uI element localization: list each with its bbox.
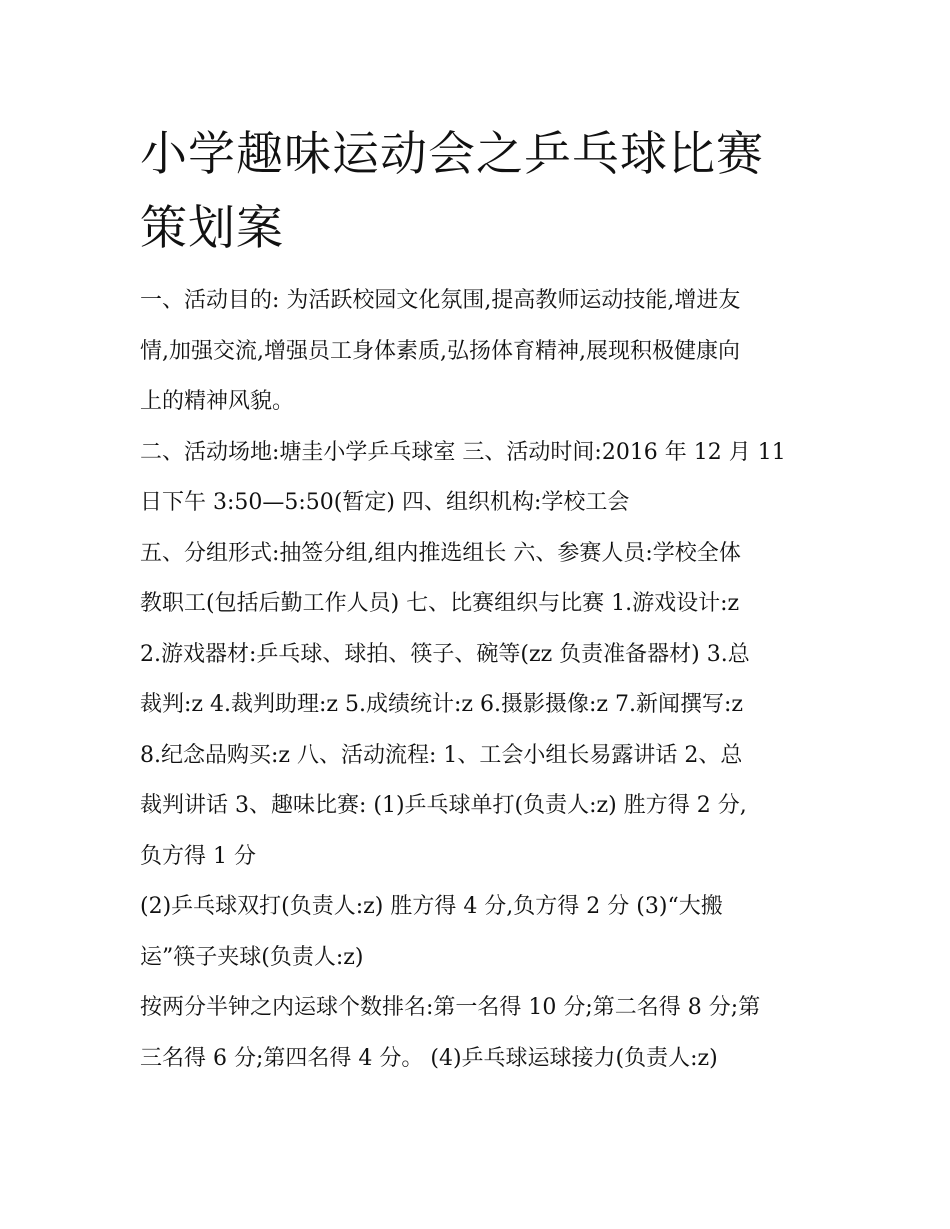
- body-line-2: 情,加强交流,增强员工身体素质,弘扬体育精神,展现积极健康向: [140, 338, 740, 364]
- document-title: [140, 118, 815, 266]
- body-line-1: 一、活动目的: 为活跃校园文化氛围,提高教师运动技能,增进友: [140, 288, 741, 313]
- body-line-3: 上的精神风貌。: [140, 389, 295, 414]
- title-line-2: 策划案: [140, 201, 284, 256]
- body-line-8: 2.游戏器材:乒乓球、球拍、筷子、碗等(zz 负责准备器材) 3.总: [140, 641, 750, 667]
- title-line-1: 小学趣味运动会之乒乓球比赛: [140, 127, 764, 182]
- document-page: [140, 118, 815, 1084]
- body-line-9: 裁判:z 4.裁判助理:z 5.成绩统计:z 6.摄影摄像:z 7.新闻撰写:z: [140, 692, 743, 717]
- body-line-14: 运”筷子夹球(负责人:z): [140, 944, 364, 970]
- body-line-10: 8.纪念品购买:z 八、活动流程: 1、工会小组长易露讲话 2、总: [140, 742, 743, 768]
- body-line-7: 教职工(包括后勤工作人员) 七、比赛组织与比赛 1.游戏设计:z: [140, 591, 740, 616]
- body-line-13: (2)乒乓球双打(负责人:z) 胜方得 4 分,负方得 2 分 (3)“大搬: [140, 894, 723, 919]
- document-body: [140, 276, 815, 1084]
- body-line-15: 按两分半钟之内运球个数排名:第一名得 10 分;第二名得 8 分;第: [140, 995, 761, 1020]
- body-line-6: 五、分组形式:抽签分组,组内推选组长 六、参赛人员:学校全体: [140, 540, 741, 566]
- body-line-12: 负方得 1 分: [140, 843, 256, 869]
- body-line-11: 裁判讲话 3、趣味比赛: (1)乒乓球单打(负责人:z) 胜方得 2 分,: [140, 793, 747, 818]
- body-line-16: 三名得 6 分;第四名得 4 分。 (4)乒乓球运球接力(负责人:z): [140, 1045, 718, 1071]
- body-line-5: 日下午 3:50—5:50(暂定) 四、组织机构:学校工会: [140, 490, 630, 515]
- body-line-4: 二、活动场地:塘圭小学乒乓球室 三、活动时间:2016 年 12 月 11: [140, 439, 786, 465]
